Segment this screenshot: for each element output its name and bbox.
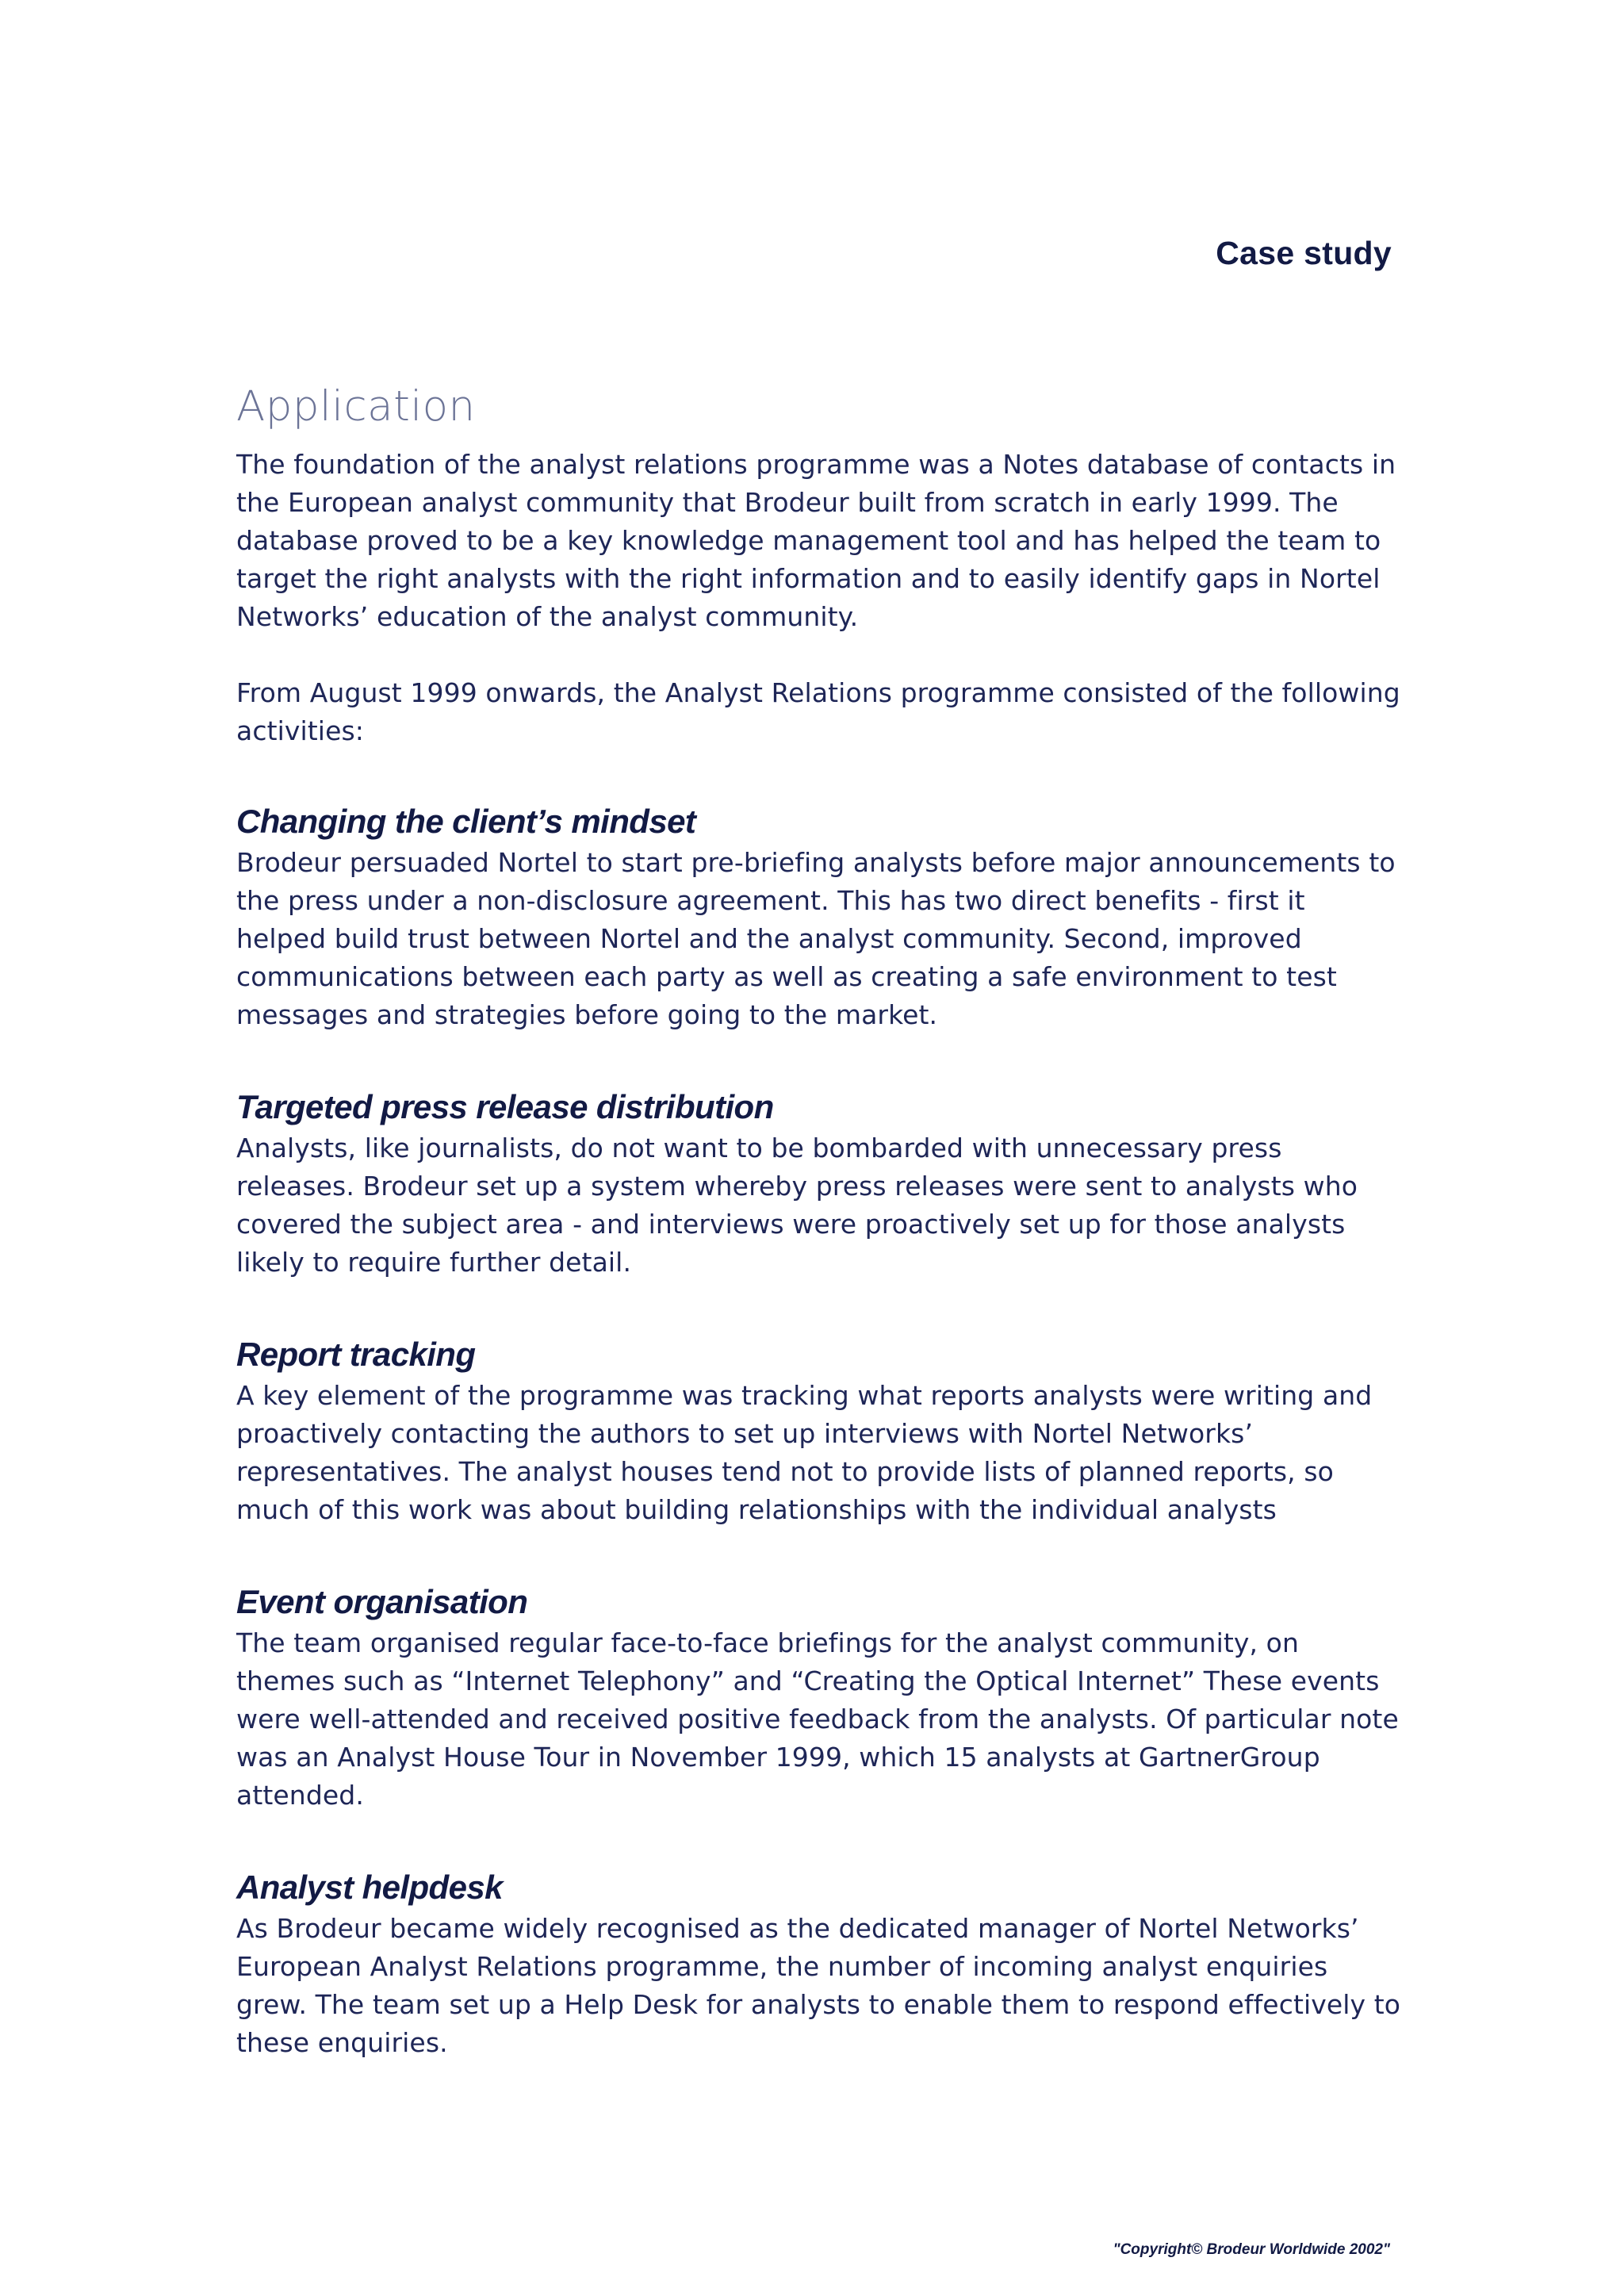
intro-paragraph: The foundation of the analyst relations programme was a Notes database of contacts in the European analyst community that Brodeur built from scratch in early 1999. The database proved to be a key knowledge management tool and has helped the team to target the right analysts with the right information and to easily identify gaps in Nortel Networks’ education of the analyst community. bbox=[236, 449, 1396, 632]
copyright-notice: "Copyright© Brodeur Worldwide 2002" bbox=[1113, 2241, 1390, 2258]
subsection-heading: Targeted press release distribution bbox=[236, 1088, 774, 1125]
subsection-body: As Brodeur became widely recognised as the dedicated manager of Nortel Networks’ European Analyst Relations programme, the number of incoming analyst enquiries grew. The team set up a Help Desk for analysts to enable them to respond effectively to these enquiries. bbox=[236, 1913, 1401, 2058]
intro-paragraph: From August 1999 onwards, the Analyst Relations programme consisted of the following activities: bbox=[236, 677, 1400, 746]
subsection-press-release bbox=[236, 1087, 1402, 1282]
page-title: Application bbox=[236, 382, 476, 431]
subsection-body: The team organised regular face-to-face briefings for the analyst community, on themes such as “Internet Telephony” and “Creating the Optical Internet” These events were well-attended and received positive feedback from the analysts. Of particular note was an Analyst House Tour in November 1999, which 15 analysts at GartnerGroup attended. bbox=[236, 1627, 1399, 1811]
subsection-heading: Analyst helpdesk bbox=[236, 1869, 503, 1906]
subsection-report-tracking bbox=[236, 1334, 1402, 1529]
subsection-heading: Event organisation bbox=[236, 1583, 528, 1620]
subsection-body: Brodeur persuaded Nortel to start pre-briefing analysts before major announcements to the press under a non-disclosure agreement. This has two direct benefits - first it helped build trust between Nortel and the analyst community. Second, improved communications between each party as well as creating a safe environment to test messages and strategies before going to the market. bbox=[236, 847, 1396, 1030]
subsection-heading: Changing the client’s mindset bbox=[236, 803, 696, 840]
subsection-body: Analysts, like journalists, do not want to be bombarded with unnecessary press releases. Brodeur set up a system whereby press releases were sent to analysts who covered the subject area - and interviews were proactively set up for those analysts likely to require further detail. bbox=[236, 1133, 1358, 1278]
subsection-heading: Report tracking bbox=[236, 1336, 476, 1373]
main-content bbox=[236, 379, 1402, 2062]
subsection-mindset bbox=[236, 801, 1402, 1034]
document-type-label: Case study bbox=[1216, 235, 1392, 271]
subsection-analyst-helpdesk bbox=[236, 1867, 1402, 2062]
subsection-event-organisation bbox=[236, 1581, 1402, 1815]
subsection-body: A key element of the programme was tracking what reports analysts were writing and proactively contacting the authors to set up interviews with Nortel Networks’ representatives. The analyst houses tend not to provide lists of planned reports, so much of this work was about building relationships with the individual analysts bbox=[236, 1380, 1373, 1525]
